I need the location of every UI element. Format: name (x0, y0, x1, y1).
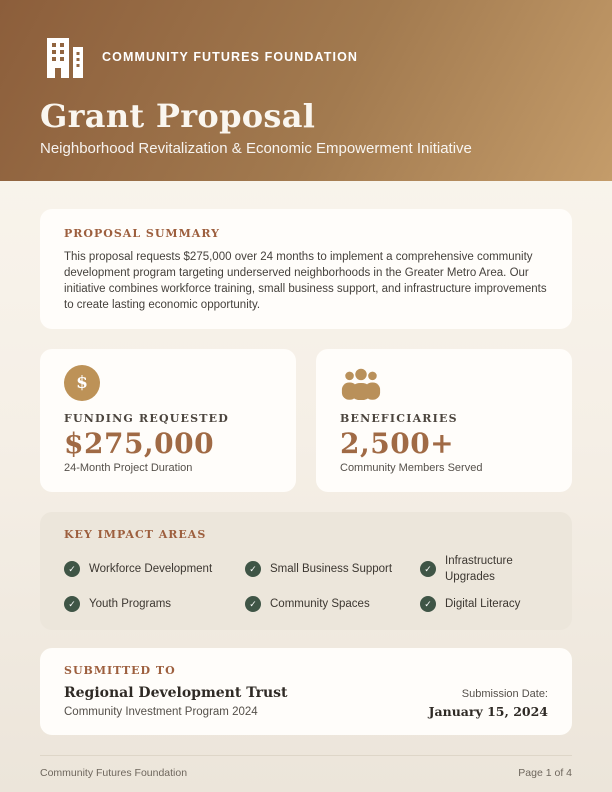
funding-label: FUNDING REQUESTED (64, 412, 229, 425)
check-icon (245, 596, 261, 612)
dollar-icon (64, 365, 100, 401)
people-icon (340, 365, 548, 401)
submitted-to-card (40, 648, 572, 735)
submitted-to-heading: SUBMITTED TO (64, 664, 176, 677)
submission-date-block (429, 688, 548, 719)
page-subtitle: Neighborhood Revitalization & Economic Empowerment Initiative (40, 140, 472, 157)
impact-item (245, 596, 410, 612)
submission-date-value: January 15, 2024 (428, 704, 548, 719)
summary-heading: PROPOSAL SUMMARY (64, 227, 220, 240)
summary-text: This proposal requests $275,000 over 24 months to implement a comprehensive community development program targeting underserved neighborhoods in the Greater Metro Area. Our initiative combines workforce training, small business support, and infrastructure improvements to create lasting economic opportunity. (64, 251, 547, 311)
submission-date-label: Submission Date: (461, 688, 548, 700)
impact-item-label: Community Spaces (270, 598, 370, 610)
footer-divider (40, 755, 572, 756)
check-glyph: ✓ (68, 563, 76, 574)
check-icon (420, 561, 436, 577)
check-icon (64, 561, 80, 577)
impact-item-label: Workforce Development (89, 563, 213, 575)
impact-item-label: Digital Literacy (445, 598, 521, 610)
recipient-program: Community Investment Program 2024 (64, 706, 258, 718)
check-icon (245, 561, 261, 577)
impact-item (420, 553, 548, 585)
stats-row (40, 349, 572, 492)
beneficiaries-value: 2,500+ (340, 427, 455, 460)
funding-caption: 24-Month Project Duration (64, 462, 193, 474)
impact-grid (64, 553, 548, 612)
beneficiaries-caption: Community Members Served (340, 462, 483, 474)
impact-item-label: Youth Programs (89, 598, 172, 610)
check-icon (420, 596, 436, 612)
key-impact-areas-card (40, 512, 572, 630)
page-content (0, 181, 612, 779)
check-glyph: ✓ (424, 563, 432, 574)
check-glyph: ✓ (68, 598, 76, 609)
document-header (0, 0, 612, 181)
recipient-name: Regional Development Trust (64, 685, 288, 701)
recipient-block (64, 664, 288, 719)
brand-row (40, 33, 572, 81)
building-icon (40, 33, 88, 81)
footer-page-number: Page 1 of 4 (518, 767, 572, 779)
impact-item (420, 596, 548, 612)
check-icon (64, 596, 80, 612)
dollar-glyph: $ (76, 373, 88, 393)
impact-item (245, 553, 410, 585)
check-glyph: ✓ (249, 598, 257, 609)
impact-item-label: Infrastructure Upgrades (445, 555, 513, 583)
impact-item (64, 553, 235, 585)
footer-org: Community Futures Foundation (40, 767, 188, 779)
beneficiaries-label: BENEFICIARIES (340, 412, 458, 425)
beneficiaries-card (316, 349, 572, 492)
page-footer (40, 767, 572, 779)
funding-icon-wrap (64, 365, 272, 401)
brand-name: COMMUNITY FUTURES FOUNDATION (102, 50, 359, 64)
funding-card (40, 349, 296, 492)
impact-item-label: Small Business Support (270, 563, 393, 575)
page-title: Grant Proposal (40, 97, 316, 135)
impact-item (64, 596, 235, 612)
funding-value: $275,000 (64, 427, 215, 460)
check-glyph: ✓ (424, 598, 432, 609)
check-glyph: ✓ (249, 563, 257, 574)
impact-heading: KEY IMPACT AREAS (64, 528, 207, 541)
proposal-summary-card (40, 209, 572, 329)
